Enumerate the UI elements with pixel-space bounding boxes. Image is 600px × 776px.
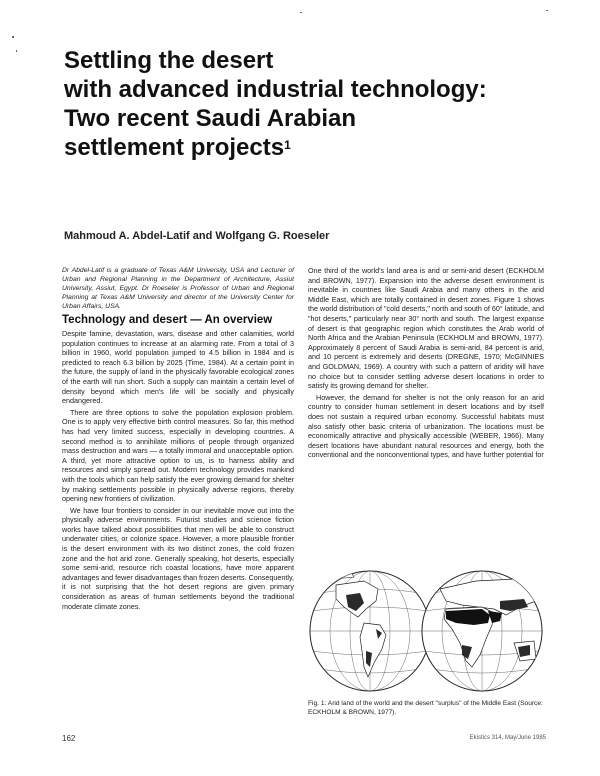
body-paragraph: One third of the world's land area is arid or semi-arid desert (ECKHOLM and BROWN, 1977). Expansion into the adverse desert environment is inevitable in countries like Saudi Arabia and many others in the arid Middle East, which are totally contained in desert zones. Figure 1 shows the world distribution of "cold deserts," north and south of 60° latitude, and "hot deserts," particularly near 30° north and south. The largest expanse of desert is that geographic region which constitutes the Arab world of North Africa and the Arabian Peninsula (ECKHOLM and BROWN, 1977). Approximately 8 percent of Saudi Arabia is semi-arid, 84 percent is arid, and 10 percent is extremely arid deserts (DREGNE, 1970; McGINNIES and GOLDMAN, 1969). A country with such a pattern of aridity will have no choice but to consider settling adverse desert locations in order to satisfy its growing demand for shelter.	[308, 266, 544, 391]
title-line-4	[64, 133, 544, 162]
journal-reference: Ekistics 314, May/June 1985	[469, 735, 546, 741]
left-column	[62, 266, 294, 613]
body-paragraph: There are three options to solve the population explosion problem. One is to apply very effective birth control measures. So far, this method has had very limited success, especially in developing countries. A second method is to annihilate millions of people through organized mass destruction and wars — a totally immoral and unacceptable option. A third, yet more attractive option to us, is to harness ability and resources and simply spread out. Modern technology provides mankind with the tools which can help satisfy the ever growing demand for shelter by making settlements possible in physically adverse regions, thereby opening new frontiers of civilization.	[62, 407, 294, 504]
title-line-1: Settling the desert	[64, 47, 274, 74]
title-footnote-mark: 1	[284, 138, 291, 152]
map-figure	[306, 563, 546, 701]
scan-speck	[546, 10, 548, 11]
body-paragraph: Despite famine, devastation, wars, disease and other calamities, world population continues to increase at an alarming rate. From a total of 3 billion in 1960, world population jumped to 4.5 billion in 1984 and is predicted to reach 6.3 billion by 2025 (Time, 1984). At a certain point in the future, the supply of land in the physically favorable ecological zones of the earth will run short. Such a supply can maintain a certain level of density beyond which men's life will be socially and physically endangered.	[62, 329, 294, 406]
world-arid-lands-map	[306, 563, 546, 701]
right-column	[308, 266, 544, 462]
scan-speck	[16, 50, 17, 52]
figure-caption: Fig. 1: Arid land of the world and the desert "surplus" of the Middle East (Source: ECKHOLM & BROWN, 1977).	[308, 700, 543, 716]
scan-speck	[300, 12, 302, 13]
body-paragraph: We have four frontiers to consider in our inevitable move out into the physically adverse environments. Futurist studies and science fiction works have talked about possibilities that men will be able to construct underwater cities, or colonize space. However, a more plausible frontier is the desert environment with its two distinct zones, the cold frozen zone and the hot arid zone. Generally speaking, hot deserts, especially some semi-arid, resource rich coastal locations, have more apparent advantages and fewer disadvantages than frozen deserts. Consequently, it is not surprising that the hot desert regions are given primary consideration as areas of human settlements beyond the traditional moderate climate zones.	[62, 505, 295, 611]
western-hemisphere-globe	[310, 571, 430, 691]
section-heading: Technology and desert — An overview	[62, 314, 273, 326]
article-title	[64, 46, 544, 162]
body-paragraph: However, the demand for shelter is not the only reason for an arid country to consider human settlement in desert locations and by itself does not sustain a required urban economy. Successful habitats must also satisfy other basic criteria of urbanization. The locations must be economically attractive and physically accessible (WEBER, 1966). Many desert locations have abundant natural resources and energy, both the conventional and the nonconventional types, and have further potential for	[308, 392, 544, 460]
author-bio: Dr Abdel-Latif is a graduate of Texas A&M University, USA and Lecturer of Urban and Regional Planning in the Department of Architecture, Assiut University, Assiut, Egypt. Dr Roeseler is Professor of Urban and Regional Planning at Texas A&M University and director of the University Center for Urban Affairs, USA.	[62, 267, 294, 310]
title-line-4-text: settlement projects	[64, 134, 285, 161]
title-line-3: Two recent Saudi Arabian	[64, 105, 357, 132]
eastern-hemisphere-globe	[422, 571, 542, 691]
author-line: Mahmoud A. Abdel-Latif and Wolfgang G. Roeseler	[64, 230, 330, 242]
page-number: 162	[62, 734, 76, 743]
scan-speck	[12, 36, 14, 38]
title-line-2: with advanced industrial technology:	[64, 76, 487, 103]
